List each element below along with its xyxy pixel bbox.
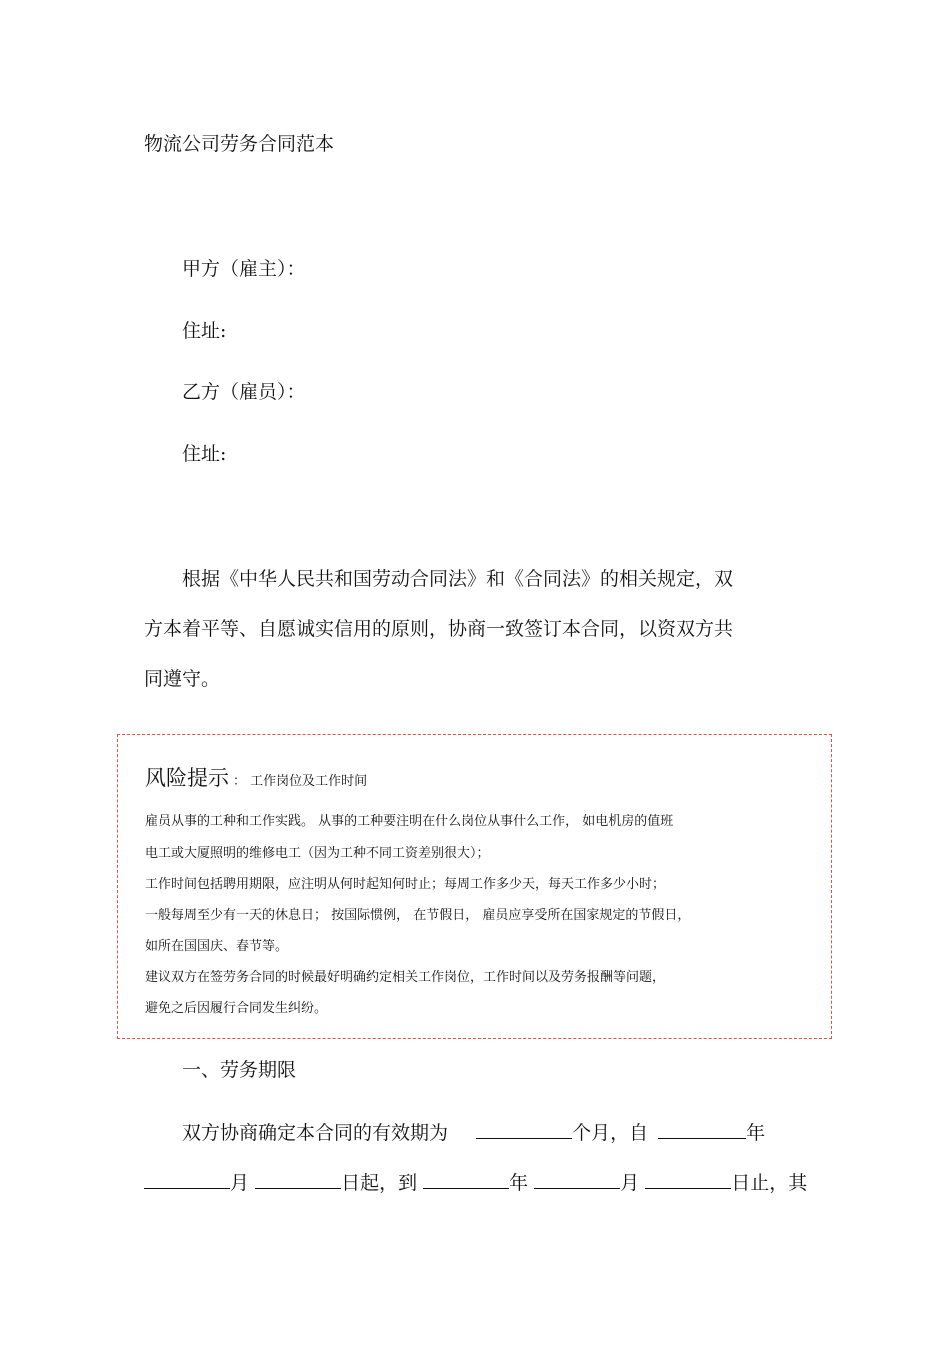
months-blank[interactable] xyxy=(476,1120,572,1139)
term-text: 年 xyxy=(509,1172,529,1194)
start-day-blank[interactable] xyxy=(255,1170,341,1189)
party-a-address-label: 住址: xyxy=(182,320,227,342)
risk-tip-line: 雇员从事的工种和工作实践。 从事的工种要注明在什么岗位从事什么工作， 如电机房的值班 xyxy=(145,814,674,829)
end-day-blank[interactable] xyxy=(645,1170,731,1189)
document-title: 物流公司劳务合同范本 xyxy=(144,133,335,155)
risk-tip-line: 避免之后因履行合同发生纠纷。 xyxy=(145,1001,328,1016)
term-line-1 xyxy=(182,1118,765,1145)
party-a-label: 甲方（雇主）： xyxy=(182,258,306,280)
term-text: 日止，其 xyxy=(731,1172,808,1194)
term-text: 年 xyxy=(746,1122,766,1144)
end-year-blank[interactable] xyxy=(423,1170,509,1189)
risk-tip-line: 如所在国国庆、春节等。 xyxy=(145,939,289,954)
risk-tip-box xyxy=(117,734,832,1039)
risk-tip-heading: 风险提示 xyxy=(145,766,229,790)
term-text: 双方协商确定本合同的有效期为 xyxy=(182,1122,449,1144)
preamble-line-2: 方本着平等、自愿诚实信用的原则，协商一致签订本合同，以资双方共 xyxy=(144,618,734,640)
term-text: 月 xyxy=(620,1172,640,1194)
preamble-line-1: 根据《中华人民共和国劳动合同法》和《合同法》的相关规定，双 xyxy=(182,568,734,590)
risk-tip-header xyxy=(145,762,367,792)
risk-tip-subheading: ： 工作岗位及工作时间 xyxy=(233,774,368,789)
party-b-address-label: 住址: xyxy=(182,443,227,465)
section-heading-term: 一、劳务期限 xyxy=(182,1059,297,1081)
term-text: 月 xyxy=(230,1172,250,1194)
risk-tip-line: 电工或大厦照明的维修电工（因为工种不同工资差别很大）； xyxy=(145,846,490,861)
start-month-blank[interactable] xyxy=(144,1170,230,1189)
party-b-label: 乙方（雇员）： xyxy=(182,381,306,403)
preamble-line-3: 同遵守。 xyxy=(144,668,221,690)
term-text: 日起，到 xyxy=(341,1172,418,1194)
risk-tip-line: 一般每周至少有一天的休息日； 按国际惯例， 在节假日， 雇员应享受所在国家规定的节假日， xyxy=(145,908,691,923)
start-year-blank[interactable] xyxy=(658,1120,746,1139)
risk-tip-line: 工作时间包括聘用期限，应注明从何时起知何时止；每周工作多少天，每天工作多少小时； xyxy=(145,877,666,892)
end-month-blank[interactable] xyxy=(534,1170,620,1189)
term-text: 个月，自 xyxy=(572,1122,649,1144)
risk-tip-line: 建议双方在签劳务合同的时候最好明确约定相关工作岗位，工作时间以及劳务报酬等问题， xyxy=(145,970,666,985)
term-line-2 xyxy=(144,1168,807,1195)
